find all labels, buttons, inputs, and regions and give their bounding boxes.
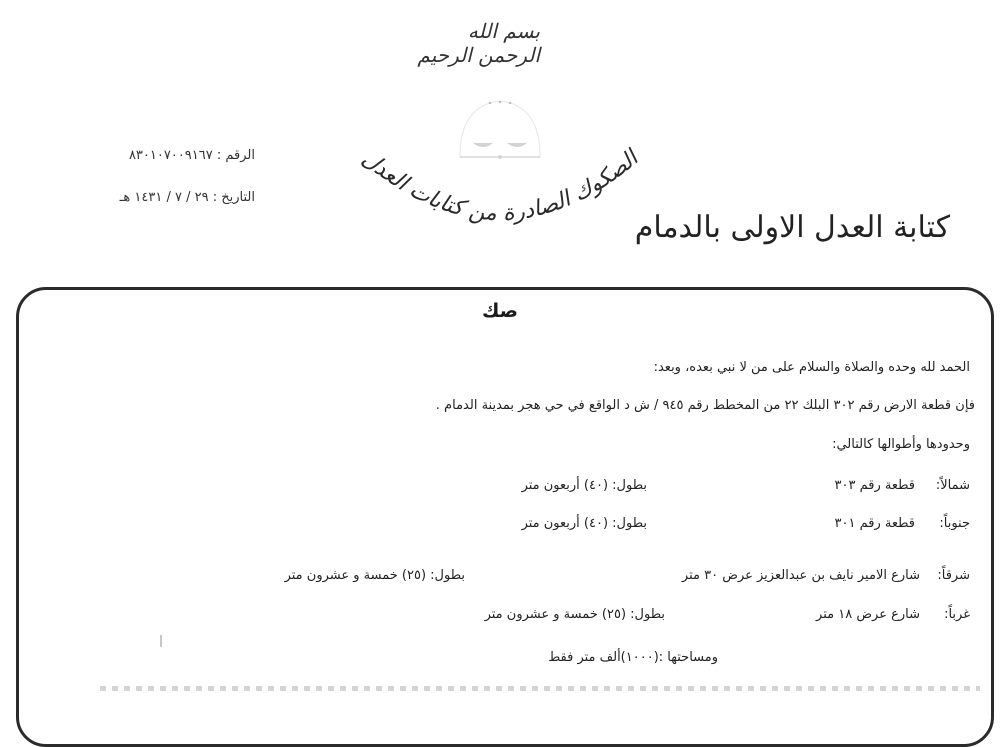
opening-line: الحمد لله وحده والصلاة والسلام على من لا نبي بعده، وبعد:: [653, 360, 970, 375]
boundary-length: بطول: (٤٠) أربعون متر: [521, 478, 647, 493]
arc-calligraphy-title: [340, 140, 660, 250]
boundary-length: بطول: (٢٥) خمسة و عشرون متر: [484, 607, 665, 622]
svg-text:الصكوك الصادرة من كتابات العدل: الصكوك الصادرة من كتابات العدل: [357, 146, 644, 227]
basmala: بسم الله الرحمن الرحيم: [417, 18, 540, 67]
boundary-length: بطول: (٤٠) أربعون متر: [521, 516, 647, 531]
boundary-description: قطعة رقم ٣٠١: [834, 516, 915, 531]
boundary-side: جنوباً:: [939, 516, 970, 531]
notary-office-name: كتابة العدل الاولى بالدمام: [634, 210, 950, 245]
scan-artifact: [160, 635, 162, 647]
area-line: ومساحتها :(١٠٠٠)ألف متر فقط: [548, 650, 718, 665]
boundary-description: شارع الامير نايف بن عبدالعزيز عرض ٣٠ متر: [681, 568, 920, 583]
boundary-side: غرباً:: [944, 607, 970, 622]
boundaries-intro: وحدودها وأطوالها كالتالي:: [832, 437, 970, 452]
boundary-description: قطعة رقم ٣٠٣: [834, 478, 915, 493]
reference-value: ٨٣٠١٠٧٠٠٩١٦٧: [128, 148, 213, 163]
date-value: ٢٩ / ٧ / ١٤٣١ هـ: [119, 190, 209, 205]
boundary-description: شارع عرض ١٨ متر: [816, 607, 920, 622]
truncated-text-line: [100, 686, 980, 691]
boundary-length: بطول: (٢٥) خمسة و عشرون متر: [284, 568, 465, 583]
issue-date: [60, 190, 255, 205]
parcel-line: فإن قطعة الارض رقم ٣٠٢ البلك ٢٢ من المخطط رقم ٩٤٥ / ش د الواقع في حي هجر بمدينة الدمام .: [435, 398, 975, 413]
boundary-side: شرقاً:: [937, 568, 970, 583]
reference-label: الرقم :: [216, 148, 255, 163]
reference-number: [60, 148, 255, 163]
deed-title: صك: [481, 300, 519, 322]
date-label: التاريخ :: [212, 190, 255, 205]
boundary-side: شمالاً:: [935, 478, 970, 493]
